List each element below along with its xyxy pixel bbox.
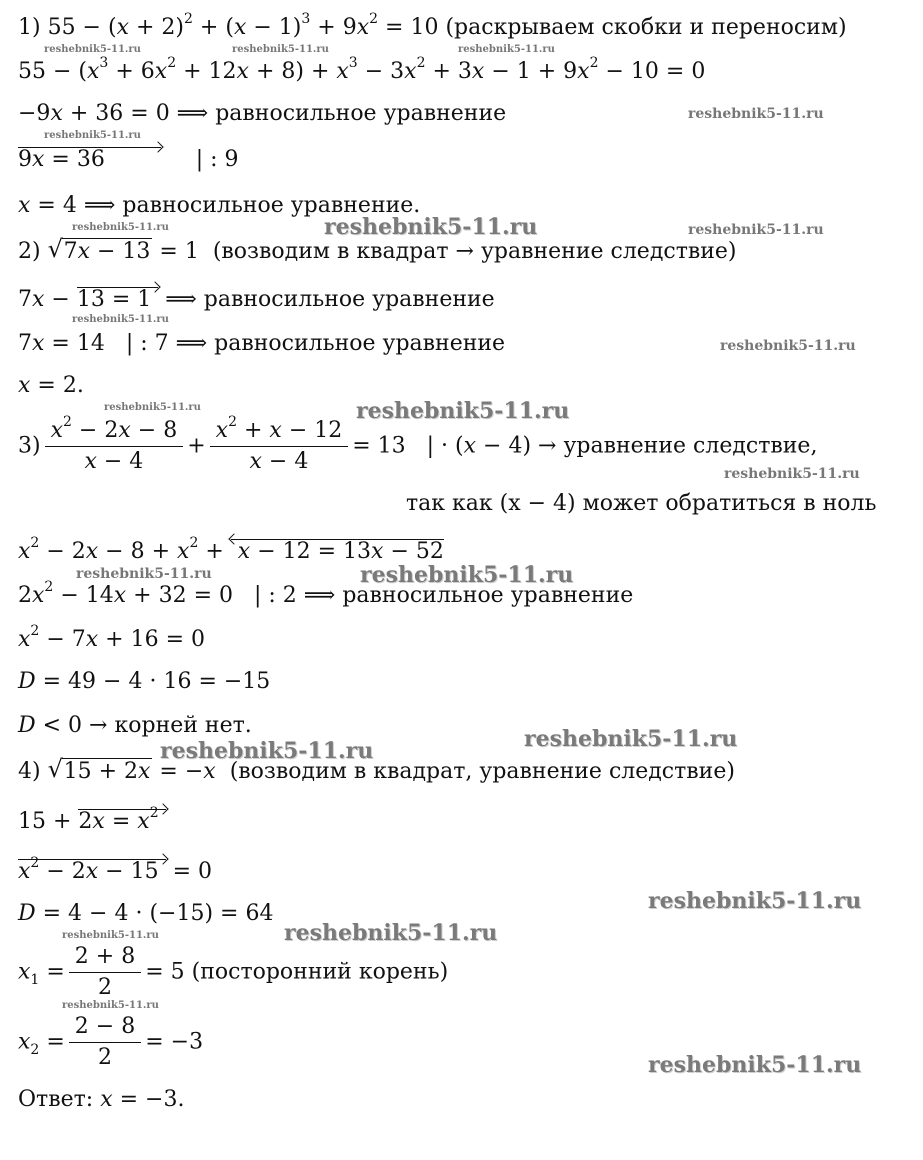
line-15: D = 49 − 4 · 16 = −15 — [18, 669, 271, 694]
arrow-over-right: $2x = x^2$ — [78, 808, 165, 836]
watermark: reshebnik5-11.ru — [104, 402, 201, 413]
watermark: reshebnik5-11.ru — [76, 566, 212, 582]
line-6-note: (возводим в квадрат → уравнение следствие) — [212, 239, 737, 264]
line-23: Ответ: x = −3. — [18, 1087, 185, 1112]
line-6: 2) √ 7x − 13 = 1 (возводим в квадрат → уравнение следствие) — [18, 238, 737, 266]
fraction: $\frac{2 + 8}{2}$ — [69, 942, 141, 1003]
line-2: $55 - (x^3 + 6x^2 + 12x + 8) + x^3 - 3x^2 + 3x - 1 + 9x^2 - 10 = 0$ — [18, 54, 706, 84]
line-10: 3) $\frac{x^2 - 2x - 8}{x - 4}$ + $\frac{x^2 + x - 12}{x - 4}$ = 13 | · (x − 4) → уравнение следствие, — [18, 416, 817, 477]
watermark: reshebnik5-11.ru — [284, 920, 498, 946]
arrow-over-left: x − 12 = 13x − 52 — [231, 538, 444, 566]
line-18: $15 + 2x = x^2$ — [18, 808, 166, 836]
equiv-text: равносильное уравнение — [342, 583, 634, 608]
fraction: $\frac{x^2 + x - 12}{x - 4}$ — [210, 416, 349, 477]
watermark: reshebnik5-11.ru — [324, 214, 538, 240]
equiv-text: равносильное уравнение. — [122, 193, 421, 218]
watermark: reshebnik5-11.ru — [648, 888, 862, 914]
line-20: D = 4 − 4 · (−15) = 64 — [18, 901, 274, 926]
equiv-text: равносильное уравнение — [215, 101, 507, 126]
line-12: $x^2 - 2x - 8 + x^2 + x - 12 = 13x - 52$ — [18, 534, 444, 564]
line-5: x = 4 ⟹ равносильное уравнение. — [18, 193, 421, 218]
line-16: D < 0 → корней нет. — [18, 713, 252, 738]
watermark: reshebnik5-11.ru — [62, 1000, 159, 1011]
line-14: $x^2 - 7x + 16 = 0$ — [18, 622, 206, 652]
line-21: $x_1$ = $\frac{2 + 8}{2}$ = 5 (посторонний корень) — [18, 942, 448, 1003]
fraction: $\frac{x^2 - 2x - 8}{x - 4}$ — [45, 416, 184, 477]
watermark: reshebnik5-11.ru — [360, 562, 574, 588]
line-4: 9x = 36 | : 9 — [18, 147, 239, 172]
line-13: $2x^2 - 14x + 32 = 0$ | : 2 ⟹ равносильное уравнение — [18, 578, 634, 608]
arrow-over-right: $x^2 - 2x - 15$ — [18, 854, 166, 884]
line-17-note: (возводим в квадрат, уравнение следствие) — [229, 759, 735, 784]
sqrt: √ 7x − 13 — [48, 238, 153, 266]
watermark: reshebnik5-11.ru — [648, 1052, 862, 1078]
watermark: reshebnik5-11.ru — [524, 726, 738, 752]
line-3: −9x + 36 = 0 ⟹ равносильное уравнение — [18, 101, 507, 126]
sqrt: √ 15 + 2x — [48, 758, 153, 786]
watermark: reshebnik5-11.ru — [72, 222, 169, 233]
equiv-text: равносильное уравнение — [203, 287, 495, 312]
watermark: reshebnik5-11.ru — [232, 44, 329, 55]
watermark: reshebnik5-11.ru — [44, 44, 141, 55]
fraction: $\frac{2 - 8}{2}$ — [69, 1012, 141, 1073]
watermark: reshebnik5-11.ru — [688, 222, 824, 238]
line-8: 7x = 14 | : 7 ⟹ равносильное уравнение — [18, 331, 506, 356]
line-22: $x_2$ = $\frac{2 - 8}{2}$ = −3 — [18, 1012, 203, 1073]
line-10-note: уравнение следствие, — [563, 433, 818, 459]
watermark: reshebnik5-11.ru — [160, 738, 374, 764]
answer-label: Ответ: — [18, 1087, 94, 1112]
arrow-over-right: 13 = 1 — [76, 287, 159, 312]
watermark: reshebnik5-11.ru — [724, 466, 860, 482]
line-9: x = 2. — [18, 373, 84, 398]
watermark: reshebnik5-11.ru — [688, 106, 824, 122]
line-17: 4) √ 15 + 2x = −x (возводим в квадрат, уравнение следствие) — [18, 758, 735, 786]
watermark: reshebnik5-11.ru — [62, 930, 159, 941]
line-1: 1) $55 - (x + 2)^2 + (x - 1)^3 + 9x^2 = 10$ (раскрываем скобки и переносим) — [18, 10, 847, 40]
watermark: reshebnik5-11.ru — [356, 398, 570, 424]
line-16-note: корней нет. — [114, 713, 252, 738]
watermark: reshebnik5-11.ru — [720, 338, 856, 354]
watermark: reshebnik5-11.ru — [72, 314, 169, 325]
watermark: reshebnik5-11.ru — [458, 44, 555, 55]
watermark: reshebnik5-11.ru — [44, 130, 141, 141]
line-7: 7x − 13 = 1 ⟹ равносильное уравнение — [18, 287, 495, 312]
line-11-text: так как (x − 4) может обратиться в ноль — [406, 491, 877, 516]
line-11 — [406, 490, 877, 518]
line-21-note: (посторонний корень) — [191, 959, 449, 985]
line-1-note: (раскрываем скобки и переносим) — [445, 15, 847, 40]
arrow-over-right: 9x = 36 — [18, 147, 161, 172]
equiv-text: равносильное уравнение — [214, 331, 506, 356]
line-19: $x^2 - 2x - 15 = 0$ — [18, 854, 213, 884]
